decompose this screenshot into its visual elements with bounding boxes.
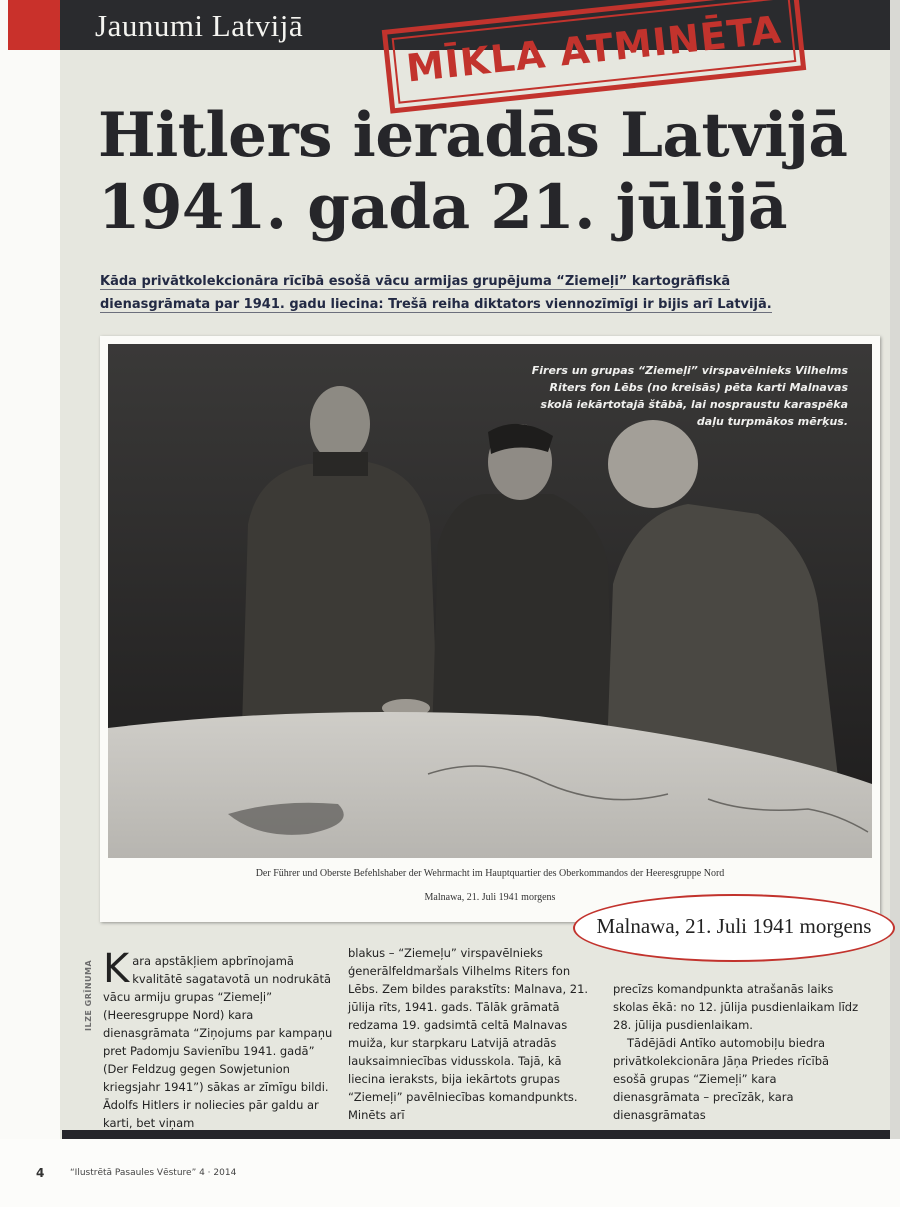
author-byline: ILZE GRĪNUMA	[84, 959, 93, 1031]
original-photo-caption: Der Führer und Oberste Befehlshaber der Wehrmacht im Hauptquartier des Oberkommandos der Heeresgruppe Nord	[255, 868, 725, 879]
lead-line-2: dienasgrāmata par 1941. gadu liecina: Trešā reiha diktators viennozīmīgi ir bijis arī Latvijā.	[100, 297, 772, 312]
original-photo-date: Malnawa, 21. Juli 1941 morgens	[424, 892, 556, 903]
lead-paragraph	[100, 270, 840, 316]
column-1-text: ara apstākļiem apbrīnojamā kvalitātē sagatavotā un nodrukātā vācu armiju grupas “Ziemeļi” (Heeresgruppe Nord) kara dienasgrāmata “Ziņojums par kampaņu pret Padomju Savienību 1941. gadā” (Der Feldzug gegen Sowjetunion kriegsjahr 1941”) sākas ar zīmīgu bildi. Ādolfs Hitlers ir noliecies pār galdu ar karti, bet viņam	[103, 954, 333, 1130]
headline-line-2: 1941. gada 21. jūlijā	[98, 172, 788, 243]
lead-line-1: Kāda privātkolekcionāra rīcībā esošā vācu armijas grupējuma “Ziemeļi” kartogrāfiskā	[100, 274, 731, 289]
section-color-tab	[8, 0, 60, 50]
text-column-2	[348, 944, 596, 1124]
bottom-rule	[62, 1130, 890, 1139]
page-number: 4	[36, 1166, 45, 1180]
text-column-3	[613, 980, 861, 1124]
callout-text: Malnawa, 21. Juli 1941 morgens	[596, 914, 872, 938]
dropcap: K	[103, 946, 130, 992]
left-margin	[0, 0, 60, 1207]
column-3-paragraph-2: Tādējādi Antīko automobiļu biedra privātkolekcionāra Jāņa Priedes rīcībā esošā grupas “Ziemeļi” kara dienasgrāmata – precīzāk, kara dienasgrāmatas	[613, 1036, 830, 1122]
section-title: Jaunumi Latvijā	[95, 8, 304, 43]
text-column-1	[103, 946, 333, 1132]
headline-line-1: Hitlers ieradās Latvijā	[98, 100, 848, 171]
headline	[98, 100, 878, 244]
column-3-paragraph-1: precīzs komandpunkta atrašanās laiks skolas ēkā: no 12. jūlija pusdienlaikam līdz 28. jūlija pusdienlaikam.	[613, 982, 859, 1032]
photo-caption: Firers un grupas “Ziemeļi” virspavēlnieks Vilhelms Riters fon Lēbs (no kreisās) pēta karti Malnavas skolā iekārtotajā štābā, lai nospraustu karaspēka daļu turpmākos mērķus.	[531, 364, 848, 428]
column-2-text: blakus – “Ziemeļu” virspavēlnieks ģenerālfeldmaršals Vilhelms Riters fon Lēbs. Zem bildes parakstīts: Malnava, 21. jūlija rīts, 1941. gads. Tālāk grāmatā redzama 19. gadsimtā celtā Malnavas muiža, kur starpkaru Latvijā atradās lauksaimniecības vidusskola. Tajā, kā liecina ieraksts, bija iekārtots grupas “Ziemeļi” pavēlniecības komandpunkts. Minēts arī	[348, 946, 589, 1122]
stamp-text: MĪKLA ATMINĒTA	[404, 7, 784, 91]
date-callout	[573, 894, 895, 962]
page-edge	[890, 0, 900, 1207]
publication-footer: “Ilustrētā Pasaules Vēsture” 4 · 2014	[70, 1168, 237, 1178]
